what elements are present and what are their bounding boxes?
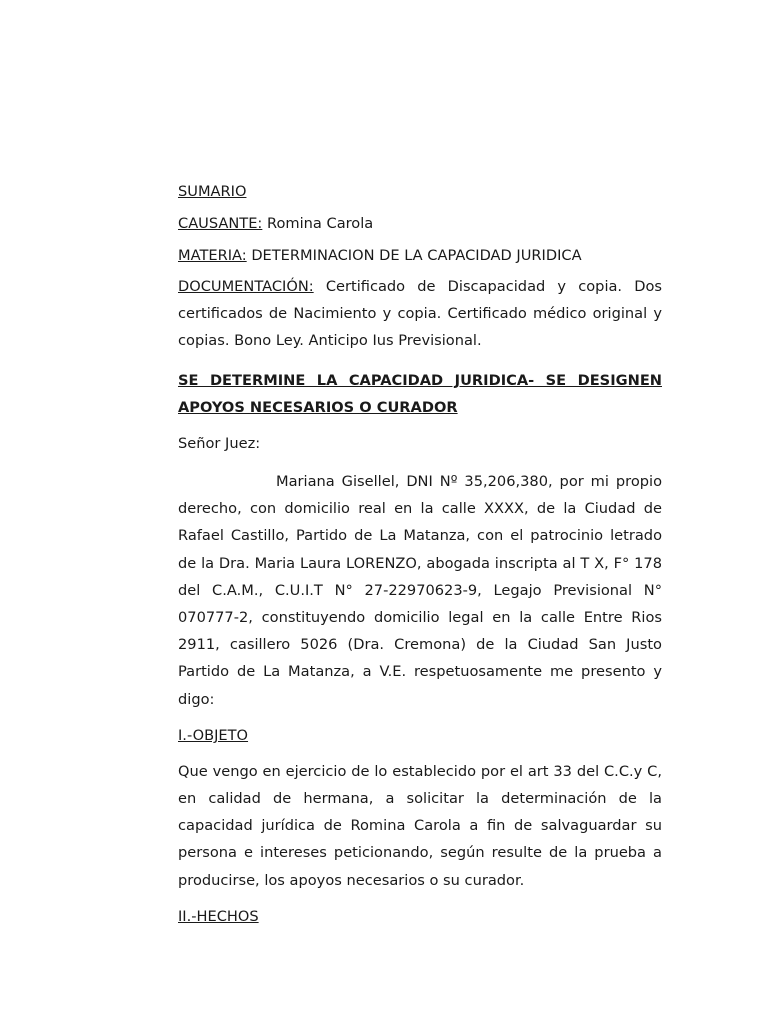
petition-title: SE DETERMINE LA CAPACIDAD JURIDICA- SE DESIGNEN APOYOS NECESARIOS O CURADOR <box>178 371 662 416</box>
causante-value: Romina Carola <box>266 215 374 232</box>
documentacion-label: DOCUMENTACIÓN: <box>178 278 314 295</box>
materia-label: MATERIA: <box>178 247 247 264</box>
salutation: Señor Juez: <box>178 435 261 453</box>
sumario-heading <box>178 181 662 202</box>
section-heading-hechos-text: II.-HECHOS <box>178 907 259 925</box>
materia-value: DETERMINACION DE LA CAPACIDAD JURIDICA <box>251 247 582 264</box>
causante-label: CAUSANTE: <box>178 215 263 232</box>
causante-line <box>178 213 662 234</box>
section-heading-hechos <box>178 906 662 927</box>
section-body-objeto: Que vengo en ejercicio de lo establecido por el art 33 del C.C.y C, en calidad de hermana, a solicitar la determinación de la capacidad jurídica de Romina Carola a fin de salvaguardar su persona e intereses peticionando, según resulte de la prueba a producirse, los apoyos necesarios o su curador. <box>178 762 662 889</box>
intro-paragraph: Mariana Gisellel, DNI Nº 35,206,380, por mi propio derecho, con domicilio real en la calle XXXX, de la Ciudad de Rafael Castillo, Partido de La Matanza, con el patrocinio letrado de la Dra. Maria Laura LORENZO, abogada inscripta al T X, F° 178 del C.A.M., C.U.I.T N° 27-22970623-9, Legajo Previsional N° 070777-2, constituyendo domicilio legal en la calle Entre Rios 2911, casillero 5026 (Dra. Cremona) de la Ciudad San Justo Partido de La Matanza, a V.E. respetuosamente me presento y digo: <box>178 473 662 708</box>
sumario-heading-text: SUMARIO <box>178 183 247 200</box>
materia-line <box>178 245 662 266</box>
documentacion-line <box>178 273 662 355</box>
section-heading-objeto <box>178 725 662 746</box>
documentacion-value: Certificado de Discapacidad y copia. Dos certificados de Nacimiento y copia. Certificado médico original y copias. Bono Ley. Anticipo Ius Previsional. <box>178 278 662 350</box>
document-page <box>178 181 662 938</box>
section-heading-objeto-text: I.-OBJETO <box>178 726 249 744</box>
